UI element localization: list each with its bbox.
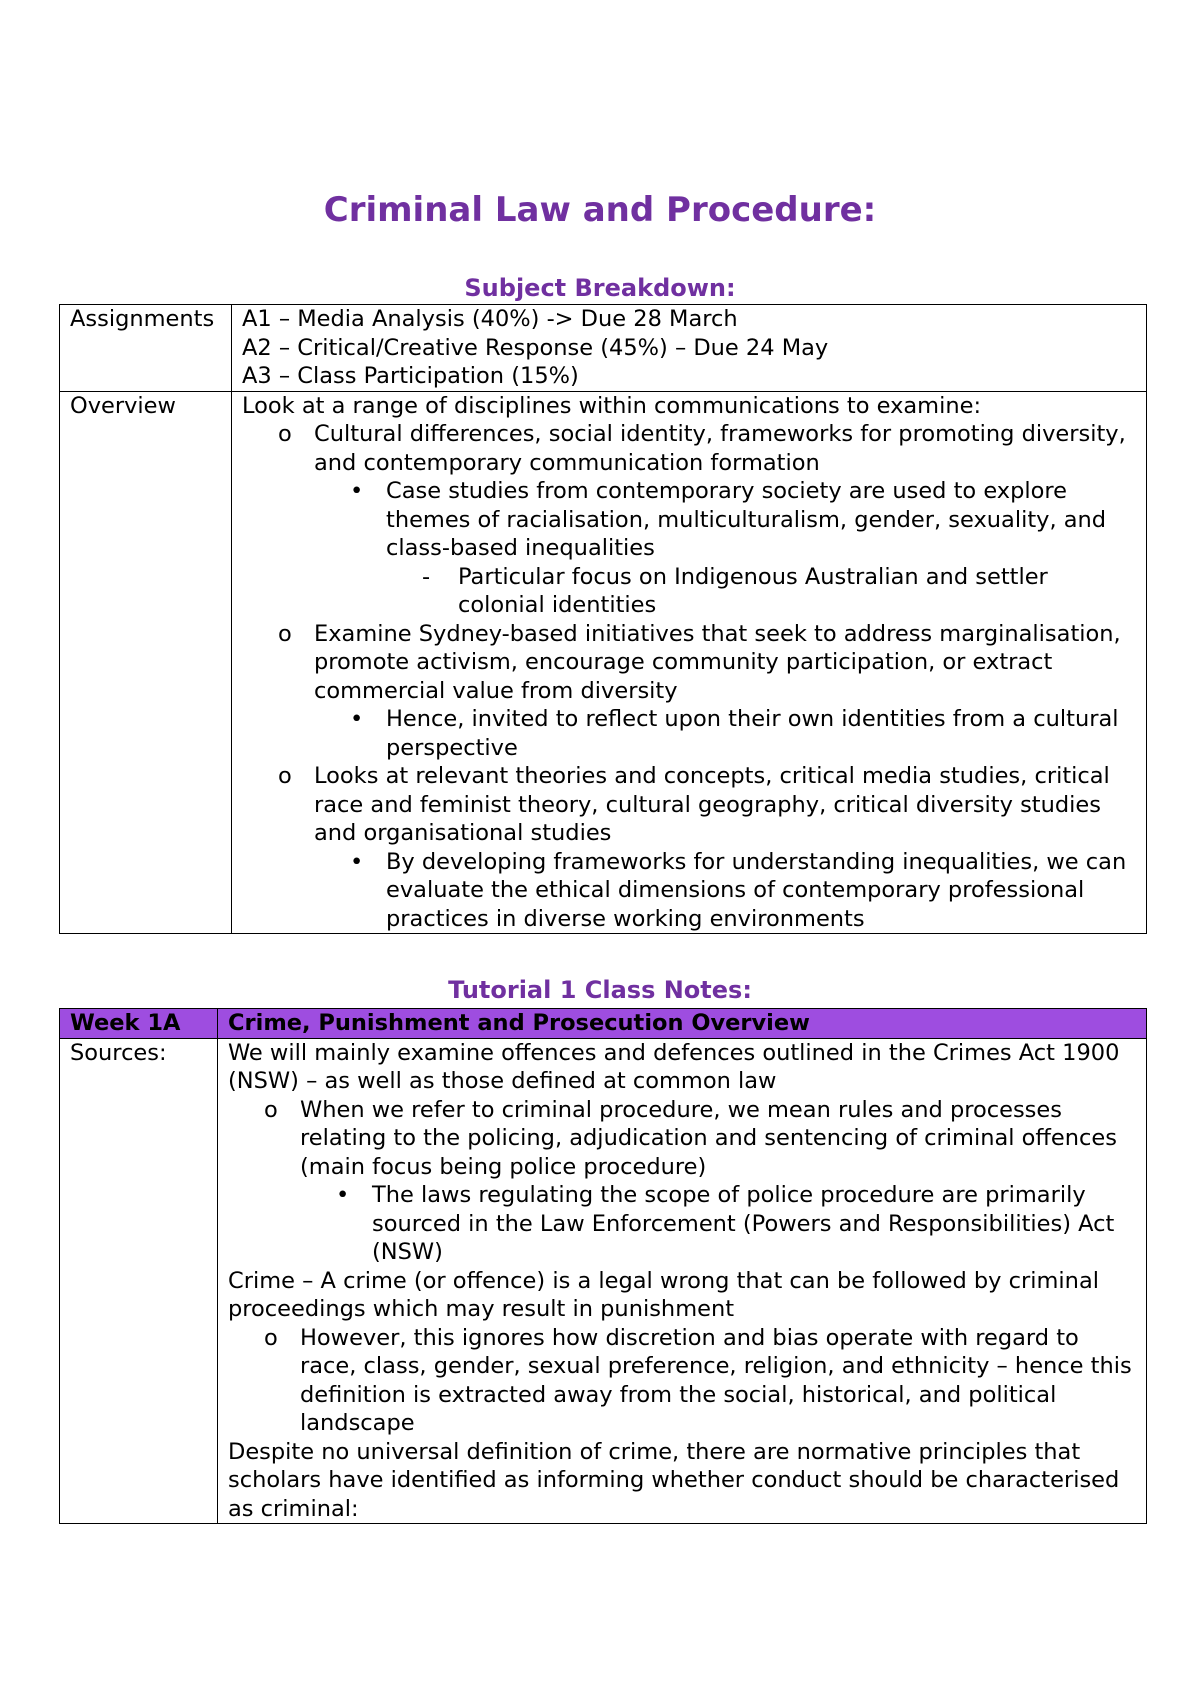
overview-cell: [232, 391, 1147, 934]
list-item-text: By developing frameworks for understanding inequalities, we can evaluate the ethical dimensions of contemporary professional practices in diverse working environments: [386, 848, 1127, 932]
tutorial-notes-heading: Tutorial 1 Class Notes:: [448, 976, 752, 1004]
subject-breakdown-heading: Subject Breakdown:: [464, 274, 736, 302]
list-item-text: Looks at relevant theories and concepts, critical media studies, critical race and feminist theory, cultural geography, critical diversity studies and organisational studies: [314, 763, 1110, 846]
assignment-item: A1 – Media Analysis (40%) -> Due 28 March: [242, 306, 738, 332]
sources-cell: [218, 1038, 1147, 1524]
week-label: Week 1A: [60, 1009, 218, 1039]
list-item-text: Case studies from contemporary society are used to explore themes of racialisation, multiculturalism, gender, sexuality, and class-based inequalities: [386, 478, 1107, 561]
sources-row: [60, 1038, 1147, 1524]
week-header-row: [60, 1009, 1147, 1039]
list-item-text: However, this ignores how discretion and bias operate with regard to race, class, gender, sexual preference, religion, and ethnicity – hence this definition is extracted away from the social, historical, and political landscape: [300, 1324, 1132, 1436]
list-item: [242, 420, 1136, 477]
assignments-cell: [232, 305, 1147, 392]
hollow-bullet-icon: o: [264, 1324, 278, 1351]
list-item: [242, 563, 1136, 620]
list-item: [228, 1324, 1136, 1438]
assignment-item: A2 – Critical/Creative Response (45%) – Due 24 May: [242, 334, 829, 361]
subject-breakdown-table: [59, 304, 1147, 934]
hollow-bullet-icon: o: [278, 620, 292, 647]
list-item-text: When we refer to criminal procedure, we mean rules and processes relating to the policing, adjudication and sentencing of criminal offences (main focus being police procedure): [300, 1096, 1117, 1180]
assignment-item: A3 – Class Participation (15%): [242, 363, 579, 389]
list-item-text: Particular focus on Indigenous Australian and settler colonial identities: [458, 563, 1048, 618]
list-item-text: The laws regulating the scope of police procedure are primarily sourced in the Law Enforcement (Powers and Responsibilities) Act (NSW): [372, 1182, 1115, 1265]
assignments-row: [60, 305, 1147, 392]
hollow-bullet-icon: o: [278, 421, 292, 447]
bullet-icon: •: [350, 848, 364, 875]
hollow-bullet-icon: o: [278, 763, 292, 789]
overview-intro: Look at a range of disciplines within communications to examine:: [242, 392, 982, 419]
list-item: [242, 705, 1136, 762]
list-item: [242, 477, 1136, 563]
list-item: [228, 1096, 1136, 1182]
list-item: [228, 1181, 1136, 1267]
list-item: [242, 848, 1136, 934]
bullet-icon: •: [350, 706, 364, 732]
bullet-icon: •: [336, 1182, 350, 1208]
week-title: Crime, Punishment and Prosecution Overview: [218, 1009, 1147, 1039]
hollow-bullet-icon: o: [264, 1096, 278, 1123]
list-item-text: Cultural differences, social identity, frameworks for promoting diversity, and contemporary communication formation: [314, 421, 1126, 476]
list-item: [242, 620, 1136, 706]
tutorial-notes-table: [59, 1008, 1147, 1524]
paragraph: Crime – A crime (or offence) is a legal wrong that can be followed by criminal proceedings which may result in punishment: [228, 1267, 1099, 1322]
list-item: [242, 762, 1136, 848]
paragraph: Despite no universal definition of crime, there are normative principles that scholars have identified as informing whether conduct should be characterised as criminal:: [228, 1438, 1120, 1522]
sources-label: Sources:: [60, 1038, 218, 1524]
dash-bullet-icon: -: [422, 563, 431, 590]
paragraph: We will mainly examine offences and defences outlined in the Crimes Act 1900 (NSW) – as well as those defined at common law: [228, 1039, 1120, 1094]
list-item-text: Hence, invited to reflect upon their own identities from a cultural perspective: [386, 706, 1119, 761]
assignments-label: Assignments: [60, 305, 232, 392]
overview-label: Overview: [60, 391, 232, 934]
list-item-text: Examine Sydney-based initiatives that seek to address marginalisation, promote activism, encourage community participation, or extract commercial value from diversity: [314, 620, 1121, 704]
overview-row: [60, 391, 1147, 934]
document-title: Criminal Law and Procedure:: [323, 190, 877, 230]
bullet-icon: •: [350, 478, 364, 504]
